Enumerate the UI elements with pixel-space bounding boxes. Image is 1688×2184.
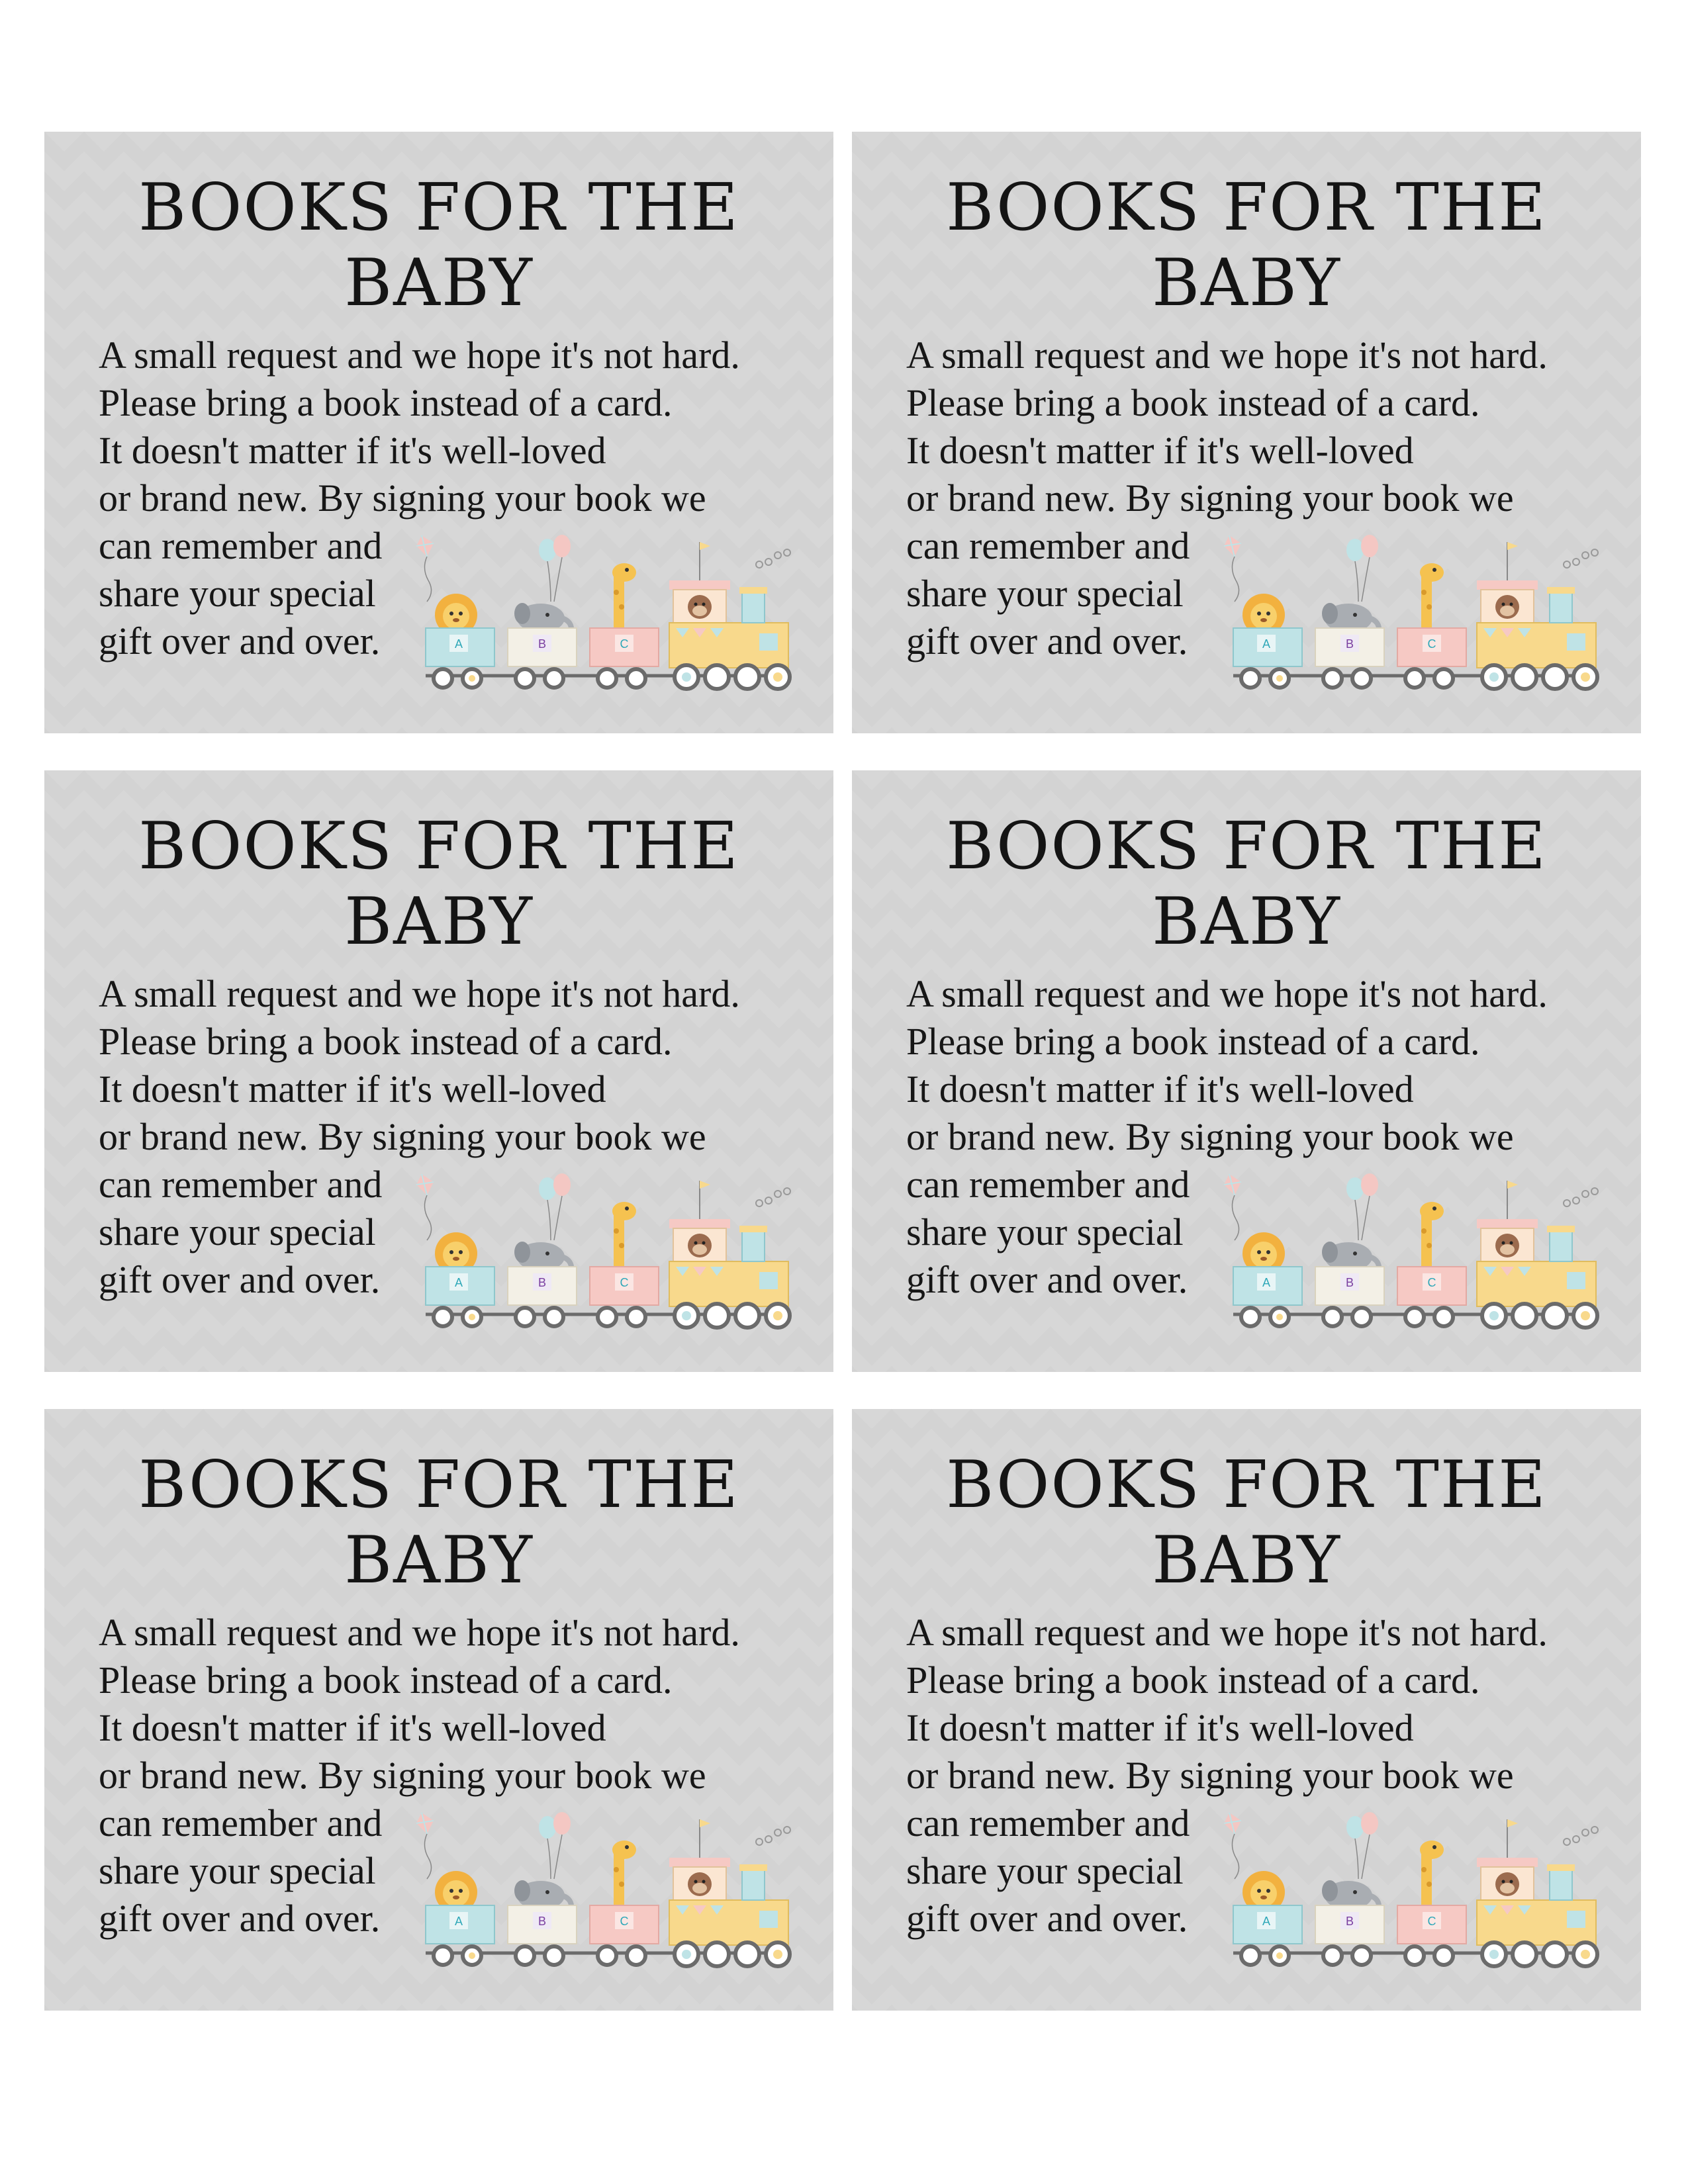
card-text-line: can remember and <box>906 1163 1190 1206</box>
smoke-icon <box>1564 1827 1598 1845</box>
train-car-c <box>1397 563 1466 666</box>
card-text-line: share your special <box>99 572 376 615</box>
svg-text:C: C <box>1427 637 1436 651</box>
card-text-line: A small request and we hope it's not hard. <box>99 334 740 377</box>
card-text-line: share your special <box>906 1849 1184 1892</box>
balloon-icon <box>539 1173 571 1240</box>
train-car-b <box>1315 1242 1384 1305</box>
card-text-line: or brand new. By signing your book we <box>99 1115 706 1158</box>
card-title-line-1: BOOKS FOR THE <box>946 809 1547 884</box>
svg-text:B: B <box>538 637 547 651</box>
train-car-b <box>1315 1880 1384 1944</box>
smoke-icon <box>756 1827 790 1845</box>
card-text-line: can remember and <box>99 1163 383 1206</box>
train-car-a <box>426 1232 494 1305</box>
flag-icon <box>700 542 710 582</box>
flag-icon <box>700 1819 710 1859</box>
train-engine <box>669 1219 788 1306</box>
train-engine <box>1477 580 1596 668</box>
card-text-line: can remember and <box>906 524 1190 567</box>
card-title-line-1: BOOKS FOR THE <box>946 1447 1547 1523</box>
train-car-b <box>508 1880 577 1944</box>
train-car-a <box>1233 594 1302 666</box>
book-request-card <box>44 770 833 1372</box>
animal-train-icon <box>1223 529 1620 707</box>
card-text-line: It doesn't matter if it's well-loved <box>99 429 606 472</box>
smoke-icon <box>1564 1188 1598 1206</box>
train-car-a <box>426 1871 494 1944</box>
train-car-b <box>508 1242 577 1305</box>
card-text-line: Please bring a book instead of a card. <box>906 1659 1480 1702</box>
card-title <box>44 1447 833 1598</box>
animal-train-icon <box>1223 1806 1620 1985</box>
train-car-c <box>1397 1841 1466 1944</box>
card-title-line-1: BOOKS FOR THE <box>946 170 1547 246</box>
card-title-line-2: BABY <box>344 246 534 321</box>
card-title-line-2: BABY <box>344 1523 534 1598</box>
svg-text:B: B <box>1345 1915 1354 1928</box>
svg-text:B: B <box>1345 637 1354 651</box>
card-text-line: It doesn't matter if it's well-loved <box>99 1706 606 1749</box>
card-text-line: gift over and over. <box>906 619 1188 662</box>
card-text-line: can remember and <box>906 1801 1190 1844</box>
card-text-line: share your special <box>99 1210 376 1253</box>
train-car-a <box>426 594 494 666</box>
animal-train-icon <box>415 529 812 707</box>
card-text-line: It doesn't matter if it's well-loved <box>906 1068 1414 1111</box>
train-engine <box>669 1858 788 1945</box>
smoke-icon <box>1564 549 1598 568</box>
card-text-line: A small request and we hope it's not hard. <box>99 972 740 1015</box>
svg-text:A: A <box>1262 1915 1271 1928</box>
train-car-a <box>1233 1871 1302 1944</box>
card-text-line: share your special <box>906 1210 1184 1253</box>
card-title-line-2: BABY <box>1152 1523 1341 1598</box>
card-text-line: can remember and <box>99 524 383 567</box>
train-car-c <box>1397 1202 1466 1305</box>
card-text-line: It doesn't matter if it's well-loved <box>99 1068 606 1111</box>
svg-text:A: A <box>454 1276 463 1289</box>
book-request-card <box>852 132 1641 733</box>
train-car-c <box>590 1202 659 1305</box>
svg-text:C: C <box>620 637 629 651</box>
flag-icon <box>1507 542 1518 582</box>
card-title-line-1: BOOKS FOR THE <box>138 809 739 884</box>
train-car-b <box>1315 603 1384 666</box>
smoke-icon <box>756 549 790 568</box>
animal-train-icon <box>415 1806 812 1985</box>
card-text-line: A small request and we hope it's not hard. <box>906 1611 1548 1654</box>
book-request-card <box>852 1409 1641 2011</box>
card-text-line: or brand new. By signing your book we <box>906 477 1514 520</box>
svg-text:A: A <box>454 637 463 651</box>
svg-text:C: C <box>1427 1915 1436 1928</box>
train-car-a <box>1233 1232 1302 1305</box>
balloon-icon <box>1346 1812 1378 1879</box>
svg-text:C: C <box>620 1276 629 1289</box>
card-text-line: or brand new. By signing your book we <box>906 1754 1514 1797</box>
card-text-line: or brand new. By signing your book we <box>906 1115 1514 1158</box>
smoke-icon <box>756 1188 790 1206</box>
card-text-line: Please bring a book instead of a card. <box>906 381 1480 424</box>
balloon-icon <box>539 1812 571 1879</box>
animal-train-icon <box>415 1167 812 1346</box>
svg-text:A: A <box>1262 637 1271 651</box>
card-title <box>852 809 1641 960</box>
train-engine <box>669 580 788 668</box>
card-title <box>44 809 833 960</box>
balloon-icon <box>539 535 571 602</box>
kite-icon <box>1224 535 1241 602</box>
card-title <box>852 1447 1641 1598</box>
card-text-line: Please bring a book instead of a card. <box>99 381 673 424</box>
svg-text:C: C <box>1427 1276 1436 1289</box>
svg-text:B: B <box>538 1915 547 1928</box>
flag-icon <box>1507 1181 1518 1220</box>
train-car-c <box>590 1841 659 1944</box>
book-request-card <box>44 132 833 733</box>
svg-text:A: A <box>1262 1276 1271 1289</box>
book-request-card <box>44 1409 833 2011</box>
card-text-line: Please bring a book instead of a card. <box>99 1659 673 1702</box>
card-text-line: gift over and over. <box>99 1897 381 1940</box>
card-text-line: A small request and we hope it's not hard. <box>906 972 1548 1015</box>
card-title-line-2: BABY <box>1152 884 1341 960</box>
card-title-line-1: BOOKS FOR THE <box>138 170 739 246</box>
card-text-line: gift over and over. <box>906 1897 1188 1940</box>
kite-icon <box>416 1813 434 1879</box>
svg-text:A: A <box>454 1915 463 1928</box>
kite-icon <box>1224 1174 1241 1240</box>
card-title-line-2: BABY <box>1152 246 1341 321</box>
train-car-c <box>590 563 659 666</box>
card-text-line: gift over and over. <box>99 619 381 662</box>
card-title <box>44 170 833 321</box>
card-title <box>852 170 1641 321</box>
card-title-line-1: BOOKS FOR THE <box>138 1447 739 1523</box>
balloon-icon <box>1346 1173 1378 1240</box>
balloon-icon <box>1346 535 1378 602</box>
svg-text:B: B <box>538 1276 547 1289</box>
kite-icon <box>1224 1813 1241 1879</box>
flag-icon <box>1507 1819 1518 1859</box>
card-text-line: share your special <box>906 572 1184 615</box>
card-text-line: or brand new. By signing your book we <box>99 1754 706 1797</box>
train-engine <box>1477 1858 1596 1945</box>
card-text-line: Please bring a book instead of a card. <box>906 1020 1480 1063</box>
card-text-line: A small request and we hope it's not hard. <box>906 334 1548 377</box>
card-text-line: A small request and we hope it's not hard. <box>99 1611 740 1654</box>
train-engine <box>1477 1219 1596 1306</box>
svg-text:B: B <box>1345 1276 1354 1289</box>
card-text-line: gift over and over. <box>906 1258 1188 1301</box>
kite-icon <box>416 535 434 602</box>
card-text-line: share your special <box>99 1849 376 1892</box>
flag-icon <box>700 1181 710 1220</box>
svg-text:C: C <box>620 1915 629 1928</box>
card-text-line: can remember and <box>99 1801 383 1844</box>
card-text-line: It doesn't matter if it's well-loved <box>906 429 1414 472</box>
kite-icon <box>416 1174 434 1240</box>
card-text-line: It doesn't matter if it's well-loved <box>906 1706 1414 1749</box>
card-title-line-2: BABY <box>344 884 534 960</box>
card-text-line: Please bring a book instead of a card. <box>99 1020 673 1063</box>
book-request-card <box>852 770 1641 1372</box>
card-text-line: or brand new. By signing your book we <box>99 477 706 520</box>
card-text-line: gift over and over. <box>99 1258 381 1301</box>
animal-train-icon <box>1223 1167 1620 1346</box>
train-car-b <box>508 603 577 666</box>
